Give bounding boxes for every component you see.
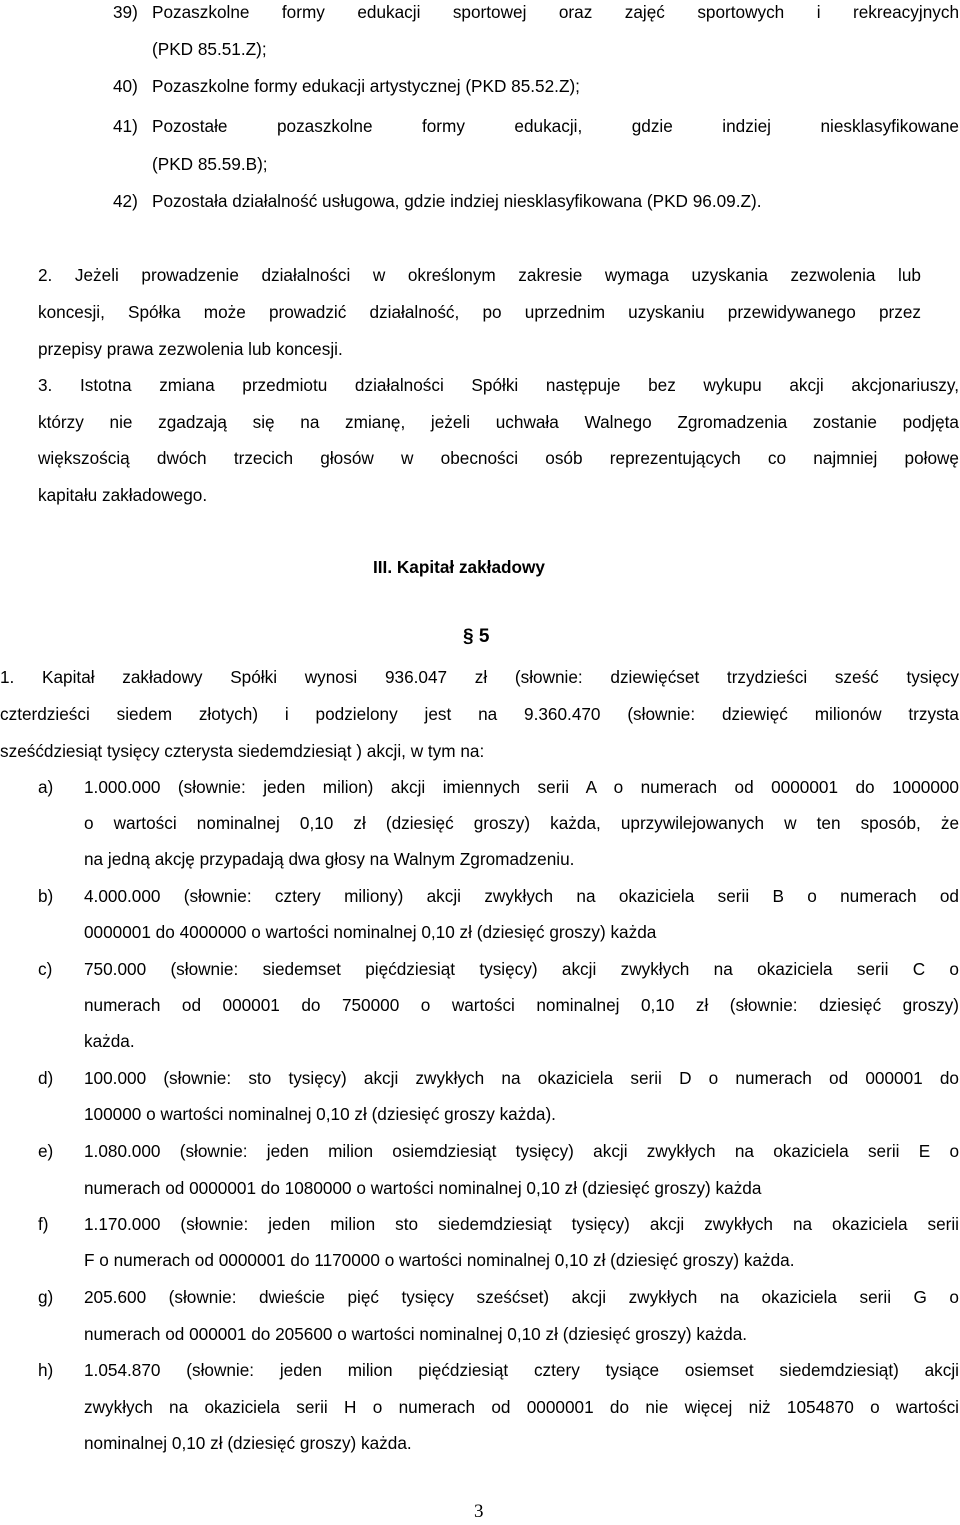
series-line: 1.000.000 (słownie: jeden milion) akcji imiennych serii A o numerach od 0000001 do 1000000 <box>84 777 959 797</box>
paragraph-3-line: kapitału zakładowego. <box>38 485 208 505</box>
series-line: numerach od 000001 do 205600 o wartości nominalnej 0,10 zł (dziesięć groszy) każda. <box>84 1324 748 1344</box>
series-line: numerach od 0000001 do 1080000 o wartości nominalnej 0,10 zł (dziesięć groszy) każda <box>84 1178 762 1198</box>
list-number: 42) <box>113 191 138 211</box>
series-letter: b) <box>38 886 54 906</box>
series-line: zwykłych na okaziciela serii H o numerach od 0000001 do nie więcej niż 1054870 o wartości <box>84 1397 959 1417</box>
series-line: 0000001 do 4000000 o wartości nominalnej 0,10 zł (dziesięć groszy) każda <box>84 922 657 942</box>
series-line: na jedną akcję przypadają dwa głosy na Walnym Zgromadzeniu. <box>84 849 575 869</box>
paragraph-2-line: koncesji, Spółka może prowadzić działalność, po uprzednim uzyskaniu przewidywanego przez <box>38 302 921 322</box>
list-item-text: Pozostała działalność usługowa, gdzie indziej niesklasyfikowana (PKD 96.09.Z). <box>152 191 762 211</box>
paragraph-3-line: większością dwóch trzecich głosów w obecności osób reprezentujących co najmniej połowę <box>38 448 959 468</box>
section-sign: § 5 <box>463 626 490 647</box>
list-number: 40) <box>113 76 138 96</box>
series-line: 1.080.000 (słownie: jeden milion osiemdziesiąt tysięcy) akcji zwykłych na okaziciela serii E o <box>84 1141 959 1161</box>
list-item-text: Pozostałe pozaszkolne formy edukacji, gdzie indziej niesklasyfikowane <box>152 116 959 136</box>
series-line: o wartości nominalnej 0,10 zł (dziesięć groszy) każda, uprzywilejowanych w ten sposób, że <box>84 813 959 833</box>
series-line: 4.000.000 (słownie: cztery miliony) akcji zwykłych na okaziciela serii B o numerach od <box>84 886 959 906</box>
series-letter: a) <box>38 777 54 797</box>
series-letter: g) <box>38 1287 54 1307</box>
paragraph-2-line: 2. Jeżeli prowadzenie działalności w określonym zakresie wymaga uzyskania zezwolenia lub <box>38 265 921 285</box>
series-line: każda. <box>84 1031 135 1051</box>
series-line: numerach od 000001 do 750000 o wartości nominalnej 0,10 zł (słownie: dziesięć groszy) <box>84 995 959 1015</box>
series-line: 1.054.870 (słownie: jeden milion pięćdziesiąt cztery tysiące osiemset siedemdziesiąt) akcji <box>84 1360 959 1380</box>
list-item-text: (PKD 85.51.Z); <box>152 39 267 59</box>
list-number: 39) <box>113 2 138 22</box>
series-letter: c) <box>38 959 53 979</box>
series-line: 100000 o wartości nominalnej 0,10 zł (dziesięć groszy każda). <box>84 1104 556 1124</box>
list-item-text: (PKD 85.59.B); <box>152 154 268 174</box>
list-item-text: Pozaszkolne formy edukacji artystycznej (PKD 85.52.Z); <box>152 76 580 96</box>
series-letter: e) <box>38 1141 54 1161</box>
series-line: 750.000 (słownie: siedemset pięćdziesiąt tysięcy) akcji zwykłych na okaziciela serii C o <box>84 959 959 979</box>
series-line: nominalnej 0,10 zł (dziesięć groszy) każda. <box>84 1433 412 1453</box>
section-title: III. Kapitał zakładowy <box>373 557 545 577</box>
paragraph-3-line: 3. Istotna zmiana przedmiotu działalności Spółki następuje bez wykupu akcji akcjonariuszy, <box>38 375 959 395</box>
page-number: 3 <box>474 1501 484 1522</box>
series-line: 1.170.000 (słownie: jeden milion sto siedemdziesiąt tysięcy) akcji zwykłych na okaziciela serii <box>84 1214 959 1234</box>
list-number: 41) <box>113 116 138 136</box>
paragraph-3-line: którzy nie zgadzają się na zmianę, jeżeli uchwała Walnego Zgromadzenia zostanie podjęta <box>38 412 959 432</box>
series-letter: d) <box>38 1068 54 1088</box>
series-line: F o numerach od 0000001 do 1170000 o wartości nominalnej 0,10 zł (dziesięć groszy) każda. <box>84 1250 795 1270</box>
clause-1-line: czterdzieści siedem złotych) i podzielony jest na 9.360.470 (słownie: dziewięć milionów trzysta <box>0 704 959 724</box>
paragraph-2-line: przepisy prawa zezwolenia lub koncesji. <box>38 339 343 359</box>
series-letter: h) <box>38 1360 54 1380</box>
clause-1-line: sześćdziesiąt tysięcy czterysta siedemdziesiąt ) akcji, w tym na: <box>0 741 485 761</box>
list-item-text: Pozaszkolne formy edukacji sportowej oraz zajęć sportowych i rekreacyjnych <box>152 2 959 22</box>
series-line: 205.600 (słownie: dwieście pięć tysięcy sześćset) akcji zwykłych na okaziciela serii G o <box>84 1287 959 1307</box>
clause-1-line: 1. Kapitał zakładowy Spółki wynosi 936.047 zł (słownie: dziewięćset trzydzieści sześć tysięcy <box>0 667 959 687</box>
series-line: 100.000 (słownie: sto tysięcy) akcji zwykłych na okaziciela serii D o numerach od 000001 do <box>84 1068 959 1088</box>
series-letter: f) <box>38 1214 49 1234</box>
